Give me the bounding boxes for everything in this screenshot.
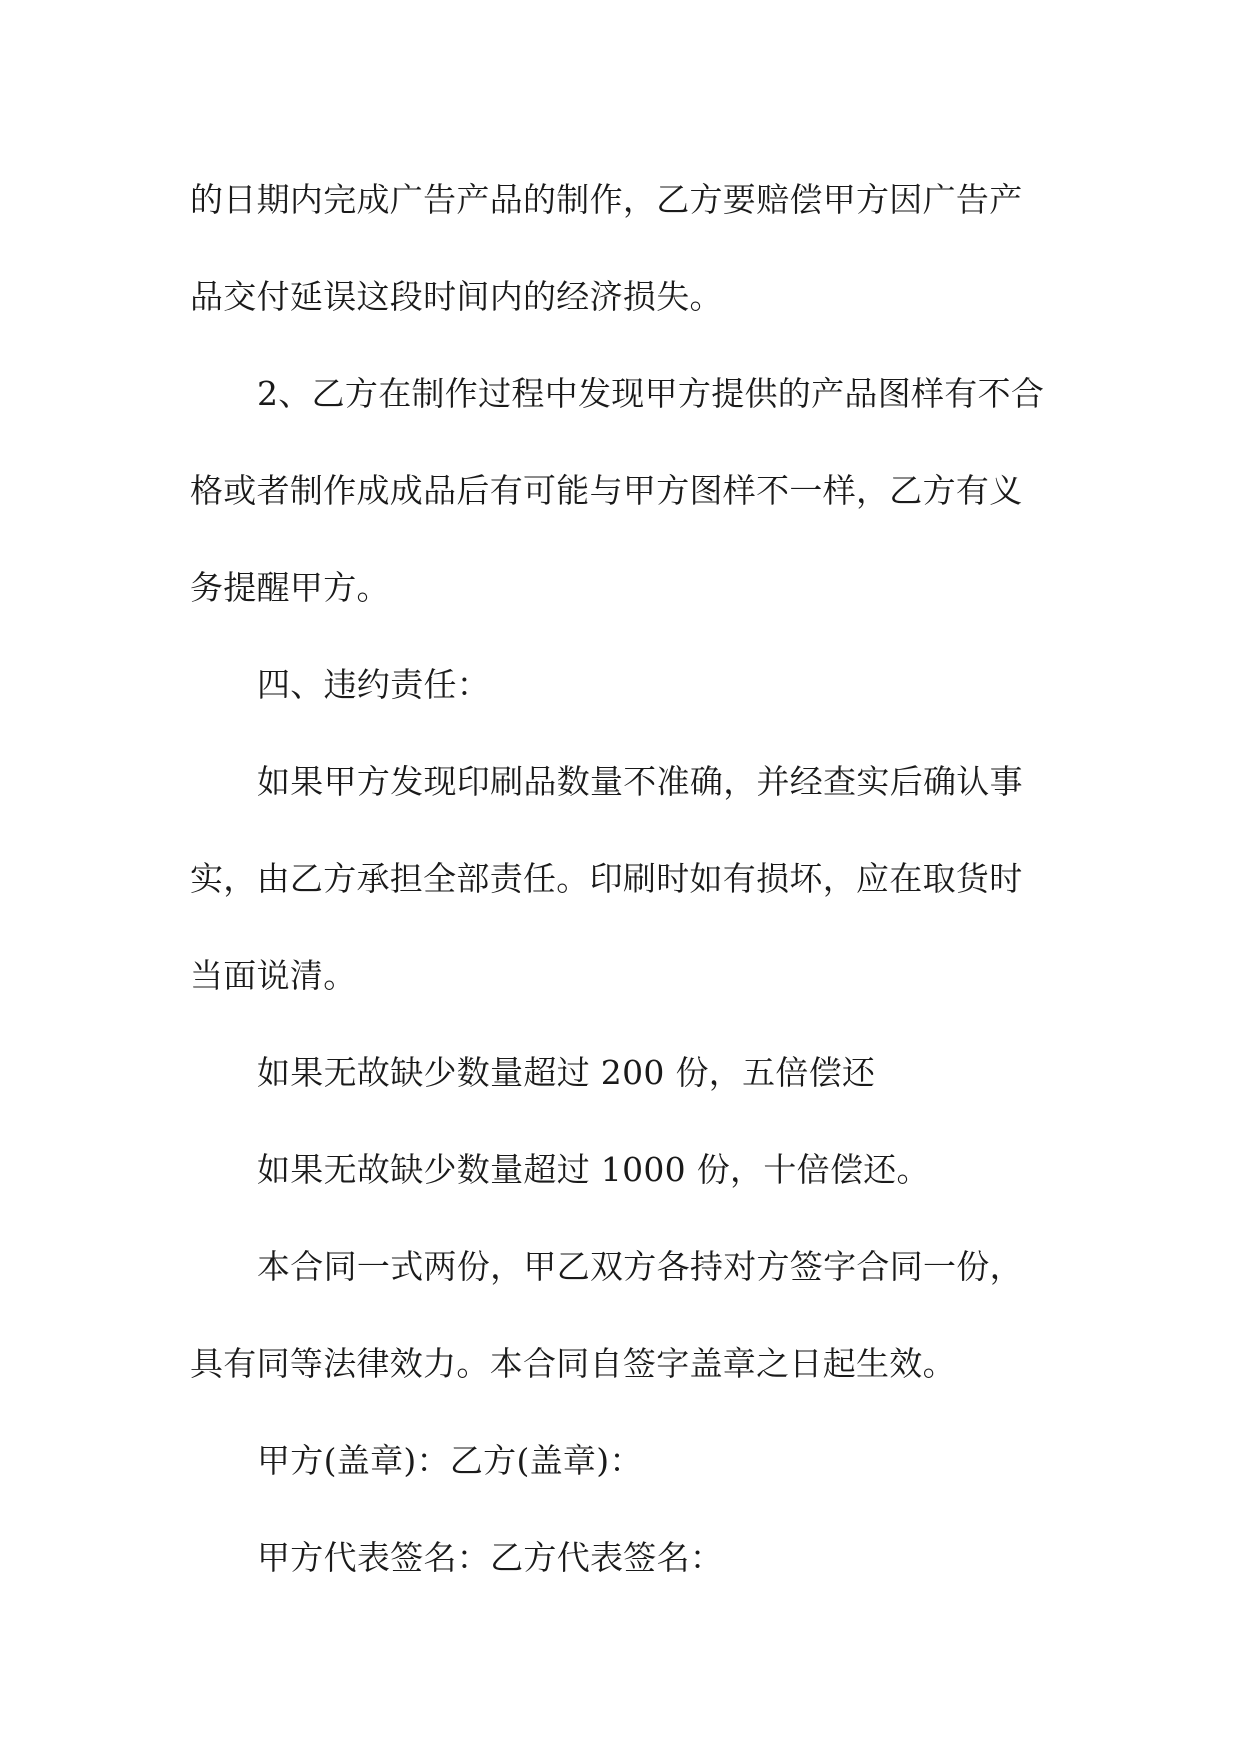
clause-2-line-3: 务提醒甲方。 bbox=[190, 568, 390, 607]
copies-para-line-2: 具有同等法律效力。本合同自签字盖章之日起生效。 bbox=[190, 1344, 956, 1383]
penalty-line-1000: 如果无故缺少数量超过 1000 份，十倍偿还。 bbox=[257, 1150, 930, 1189]
copies-para-line-1: 本合同一式两份，甲乙双方各持对方签字合同一份， bbox=[257, 1247, 1023, 1286]
text-line-2: 品交付延误这段时间内的经济损失。 bbox=[190, 277, 723, 316]
signature-line: 甲方代表签名：乙方代表签名： bbox=[257, 1538, 724, 1577]
breach-para-line-3: 当面说清。 bbox=[190, 956, 357, 995]
breach-para-line-1: 如果甲方发现印刷品数量不准确，并经查实后确认事 bbox=[257, 762, 1023, 801]
clause-2-line-2: 格或者制作成成品后有可能与甲方图样不一样，乙方有义 bbox=[190, 471, 1023, 510]
clause-2-line-1: 2、乙方在制作过程中发现甲方提供的产品图样有不合 bbox=[257, 374, 1045, 413]
penalty-line-200: 如果无故缺少数量超过 200 份，五倍偿还 bbox=[257, 1053, 876, 1092]
seal-line: 甲方(盖章)：乙方(盖章)： bbox=[257, 1441, 643, 1480]
text-line-1: 的日期内完成广告产品的制作，乙方要赔偿甲方因广告产 bbox=[190, 180, 1023, 219]
section-heading-breach: 四、违约责任： bbox=[257, 665, 491, 704]
breach-para-line-2: 实，由乙方承担全部责任。印刷时如有损坏，应在取货时 bbox=[190, 859, 1023, 898]
